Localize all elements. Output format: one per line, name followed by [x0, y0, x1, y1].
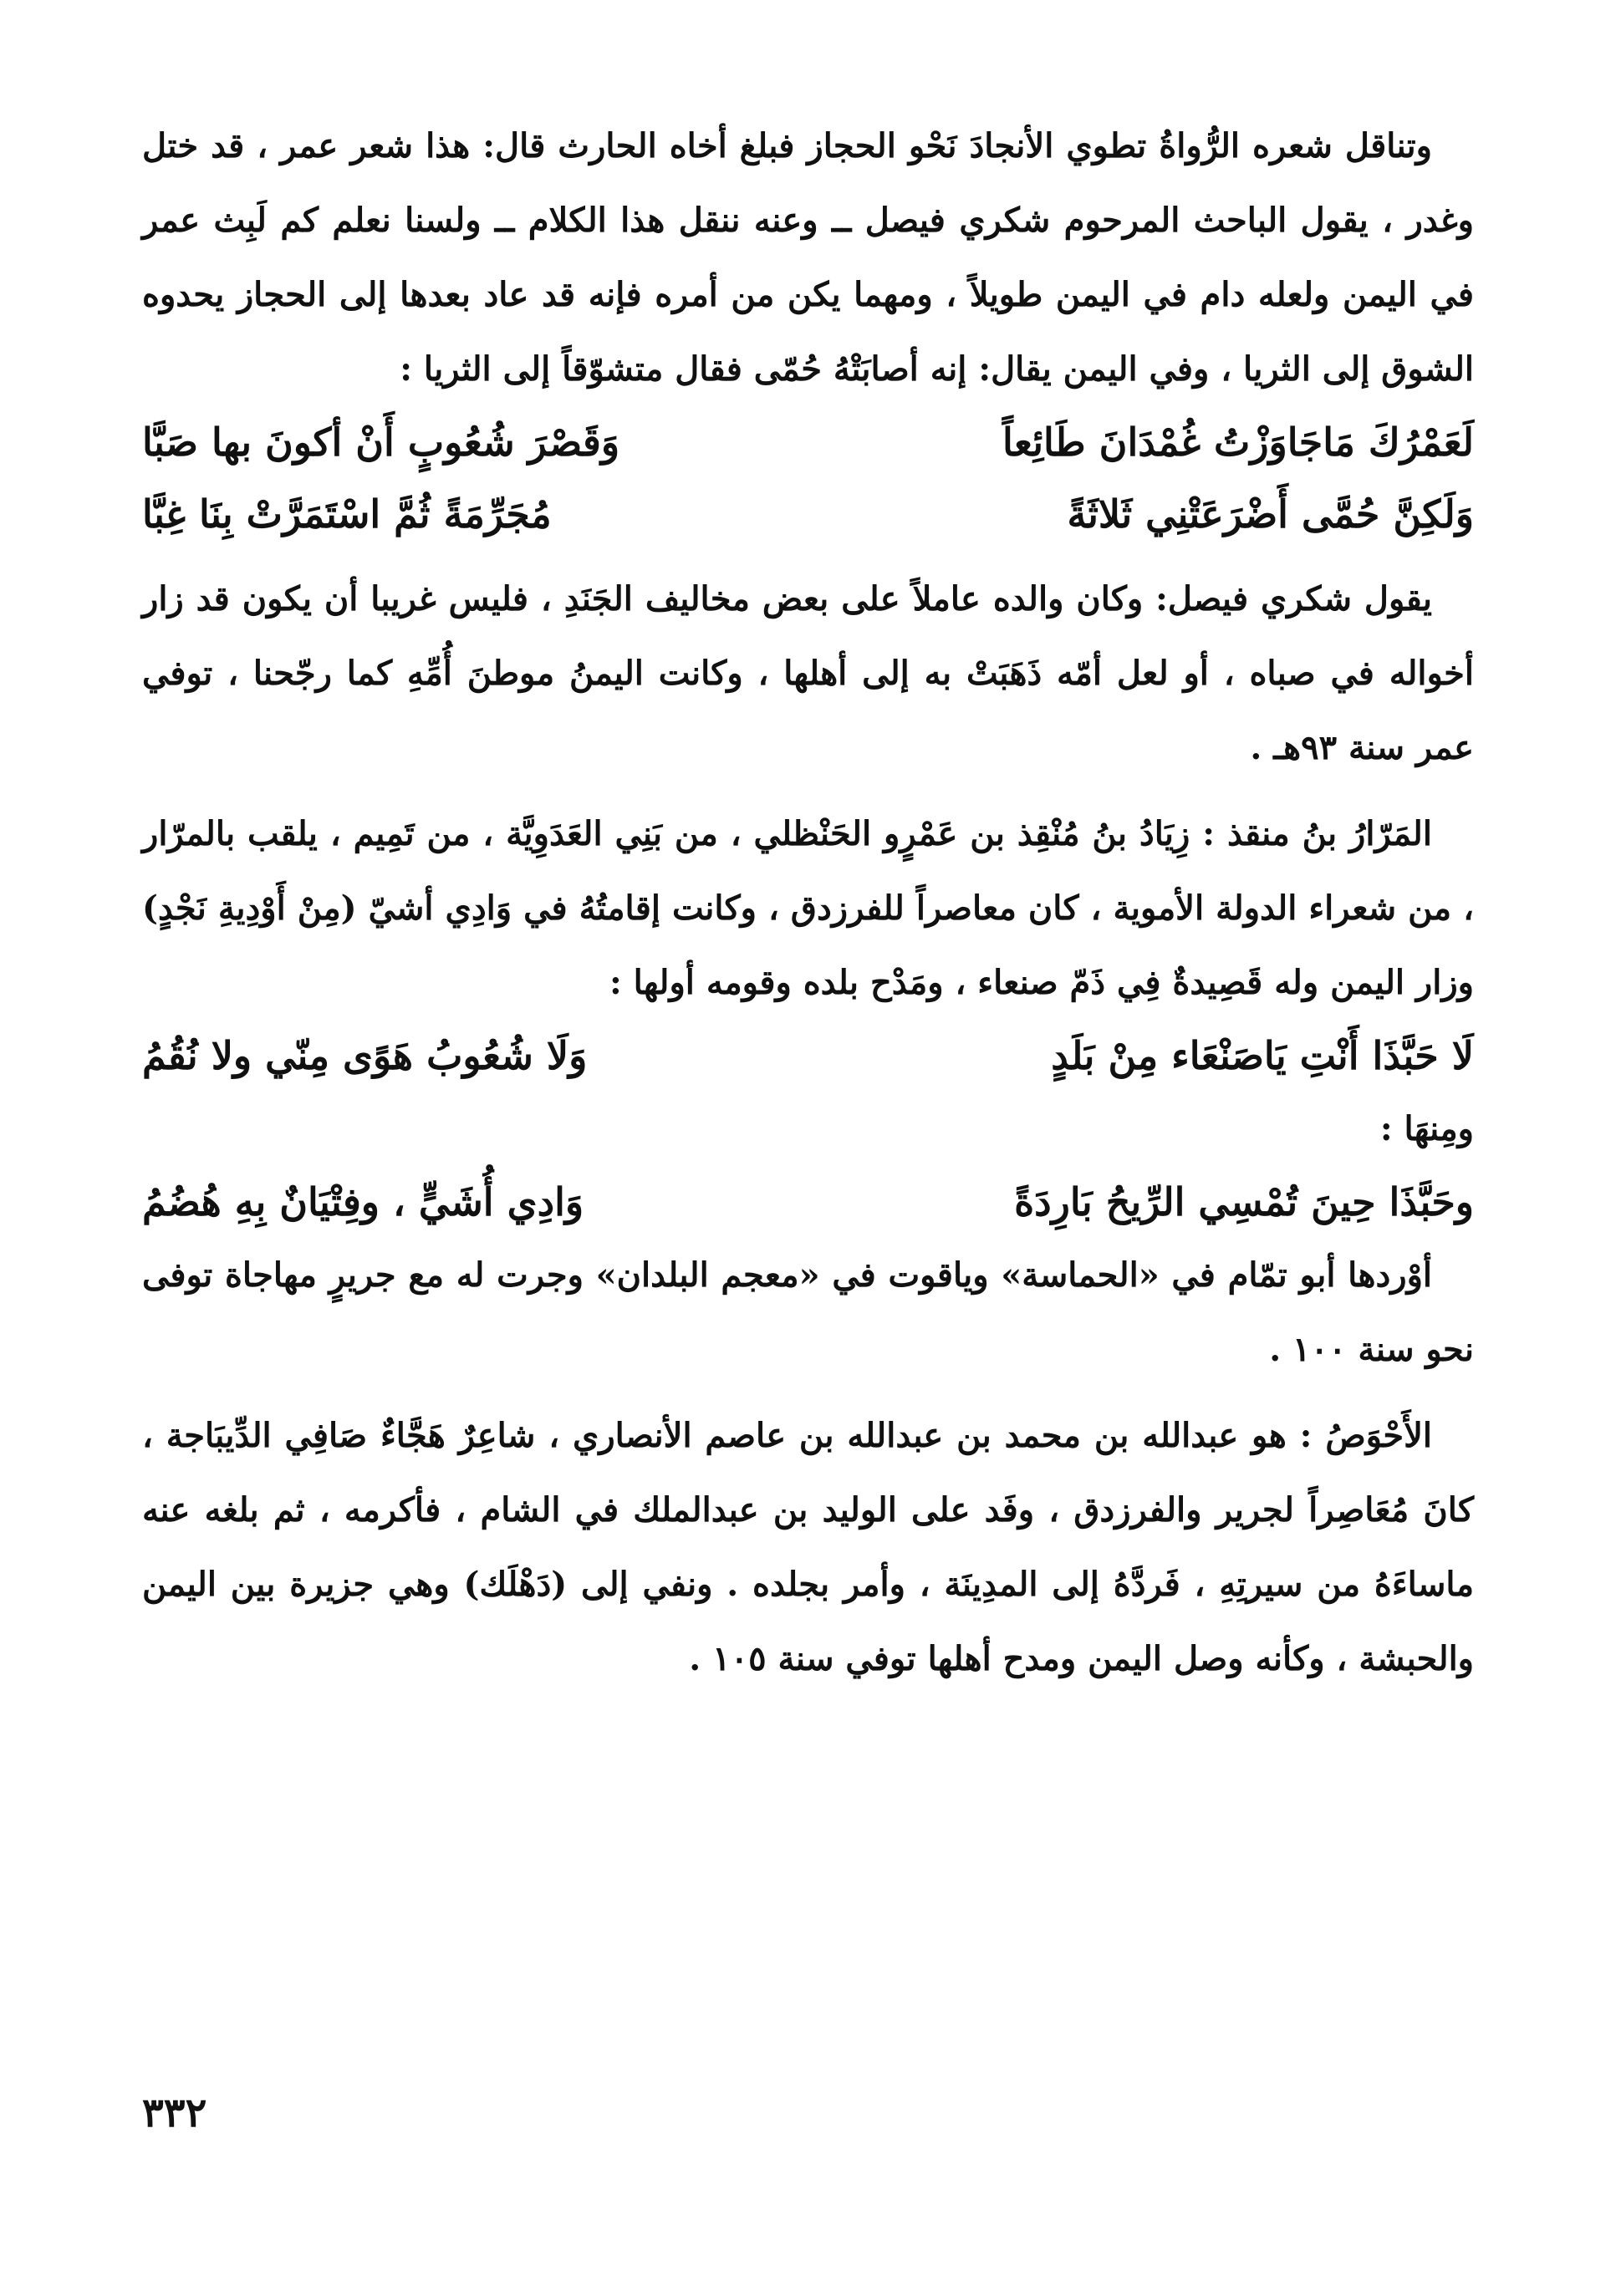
entry-body-marrar: : زِيَادُ بنُ مُنْقِذ بن عَمْرٍو الحَنْظلي ، من بَنِي العَدَوِيَّة ، من تَمِيم ، يلقب بالمرّار ، من شعراء الدولة الأموية ، كان معاصراً للفرزدق ، وكانت إقامتُهُ في وَادِي أشيّ (مِنْ أَوْدِيةِ نَجْدٍ) وزار اليمن وله قَصِيدةٌ فِي ذَمّ صنعاء ، ومَدْح بلده وقومه أولها : — [142, 814, 1474, 1002]
verse-4-second-hemistich: وَادِي أُشَيٍّ ، وفِتْيَانٌ بِهِ هُضُمُ — [142, 1179, 584, 1224]
paragraph-ahwas — [142, 1398, 1474, 1696]
poem-marrar-2 — [142, 1166, 1474, 1238]
verse-1-first-hemistich: لَعَمْرُكَ مَاجَاوَزْتُ غُمْدَانَ طَائِعاً — [1002, 420, 1474, 465]
verse-2-first-hemistich: وَلَكِنَّ حُمَّى أَضْرَعَتْنِي ثَلاثَةً — [1067, 491, 1474, 537]
verse-2-second-hemistich: مُجَرِّمَةً ثُمَّ اسْتَمَرَّتْ بِنَا غِبَّا — [142, 491, 552, 537]
entry-body-ahwas: : هو عبدالله بن محمد بن عبدالله بن عاصم الأنصاري ، شاعِرٌ هَجَّاءٌ صَافِي الدِّيبَاجة ، كانَ مُعَاصِراً لجرير والفرزدق ، وفَد على الوليد بن عبدالملك في الشام ، فأكرمه ، ثم بلغه عنه ماساءَهُ من سيرتِهِ ، فَردَّهُ إلى المدِينَة ، وأمر بجلده . ونفي إلى (دَهْلَك) وهي جزيرة بين اليمن والحبشة ، وكأنه وصل اليمن ومدح أهلها توفي سنة ١٠٥ . — [142, 1416, 1474, 1678]
verse-line-2 — [142, 478, 1474, 550]
paragraph-marrar — [142, 797, 1474, 1020]
verse-1-second-hemistich: وَقَصْرَ شُعُوبٍ أَنْ أكونَ بها صَبَّا — [142, 420, 620, 465]
verse-line-1 — [142, 406, 1474, 478]
verse-4-first-hemistich: وحَبَّذَا حِينَ تُمْسِي الرِّيحُ بَارِدَةً — [1014, 1179, 1474, 1224]
verse-line-3 — [142, 1020, 1474, 1092]
entry-heading-ahwas: الأَحْوَصُ — [1325, 1416, 1432, 1455]
paragraph-minha: ومِنهَا : — [1379, 1109, 1474, 1148]
verse-line-4 — [142, 1166, 1474, 1238]
page-number: ٣٣٢ — [142, 2090, 207, 2136]
entry-heading-marrar: المَرّارُ بنُ منقذ — [1226, 814, 1432, 853]
verse-3-second-hemistich: وَلَا شُعُوبُ هَوًى مِنّي ولا نُقُمُ — [142, 1033, 588, 1078]
poem-marrar-1 — [142, 1020, 1474, 1092]
paragraph-umar-yemen: وتناقل شعره الرُّواةُ تطوي الأنجادَ نَحْو الحجاز فبلغ أخاه الحارث قال: هذا شعر عمر ، قد ختل وغدر ، يقول الباحث المرحوم شكري فيصل ــ وعنه ننقل هذا الكلام ــ ولسنا نعلم كم لَبِث عمر في اليمن ولعله دام في اليمن طويلاً ، ومهما يكن من أمره فإنه قد عاد بعدها إلى الحجاز يحدوه الشوق إلى الثريا ، وفي اليمن يقال: إنه أصابَتْهُ حُمّى فقال متشوّقاً إلى الثريا : — [142, 126, 1474, 389]
verse-3-first-hemistich: لَا حَبَّذَا أَنْتِ يَاصَنْعَاء مِنْ بَلَدٍ — [1051, 1033, 1474, 1078]
paragraph-sources: أوْردها أبو تمّام في «الحماسة» وياقوت في «معجم البلدان» وجرت له مع جريرٍ مهاجاة توفى نحو سنة ١٠٠ . — [142, 1255, 1474, 1369]
paragraph-shukri-faisal: يقول شكري فيصل: وكان والده عاملاً على بعض مخاليف الجَنَدِ ، فليس غريبا أن يكون قد زار أخواله في صباه ، أو لعل أمّه ذَهَبَتْ به إلى أهلها ، وكانت اليمنُ موطنَ أُمِّهِ كما رجّحنا ، توفي عمر سنة ٩٣هـ . — [142, 579, 1474, 767]
poem-umar — [142, 406, 1474, 550]
